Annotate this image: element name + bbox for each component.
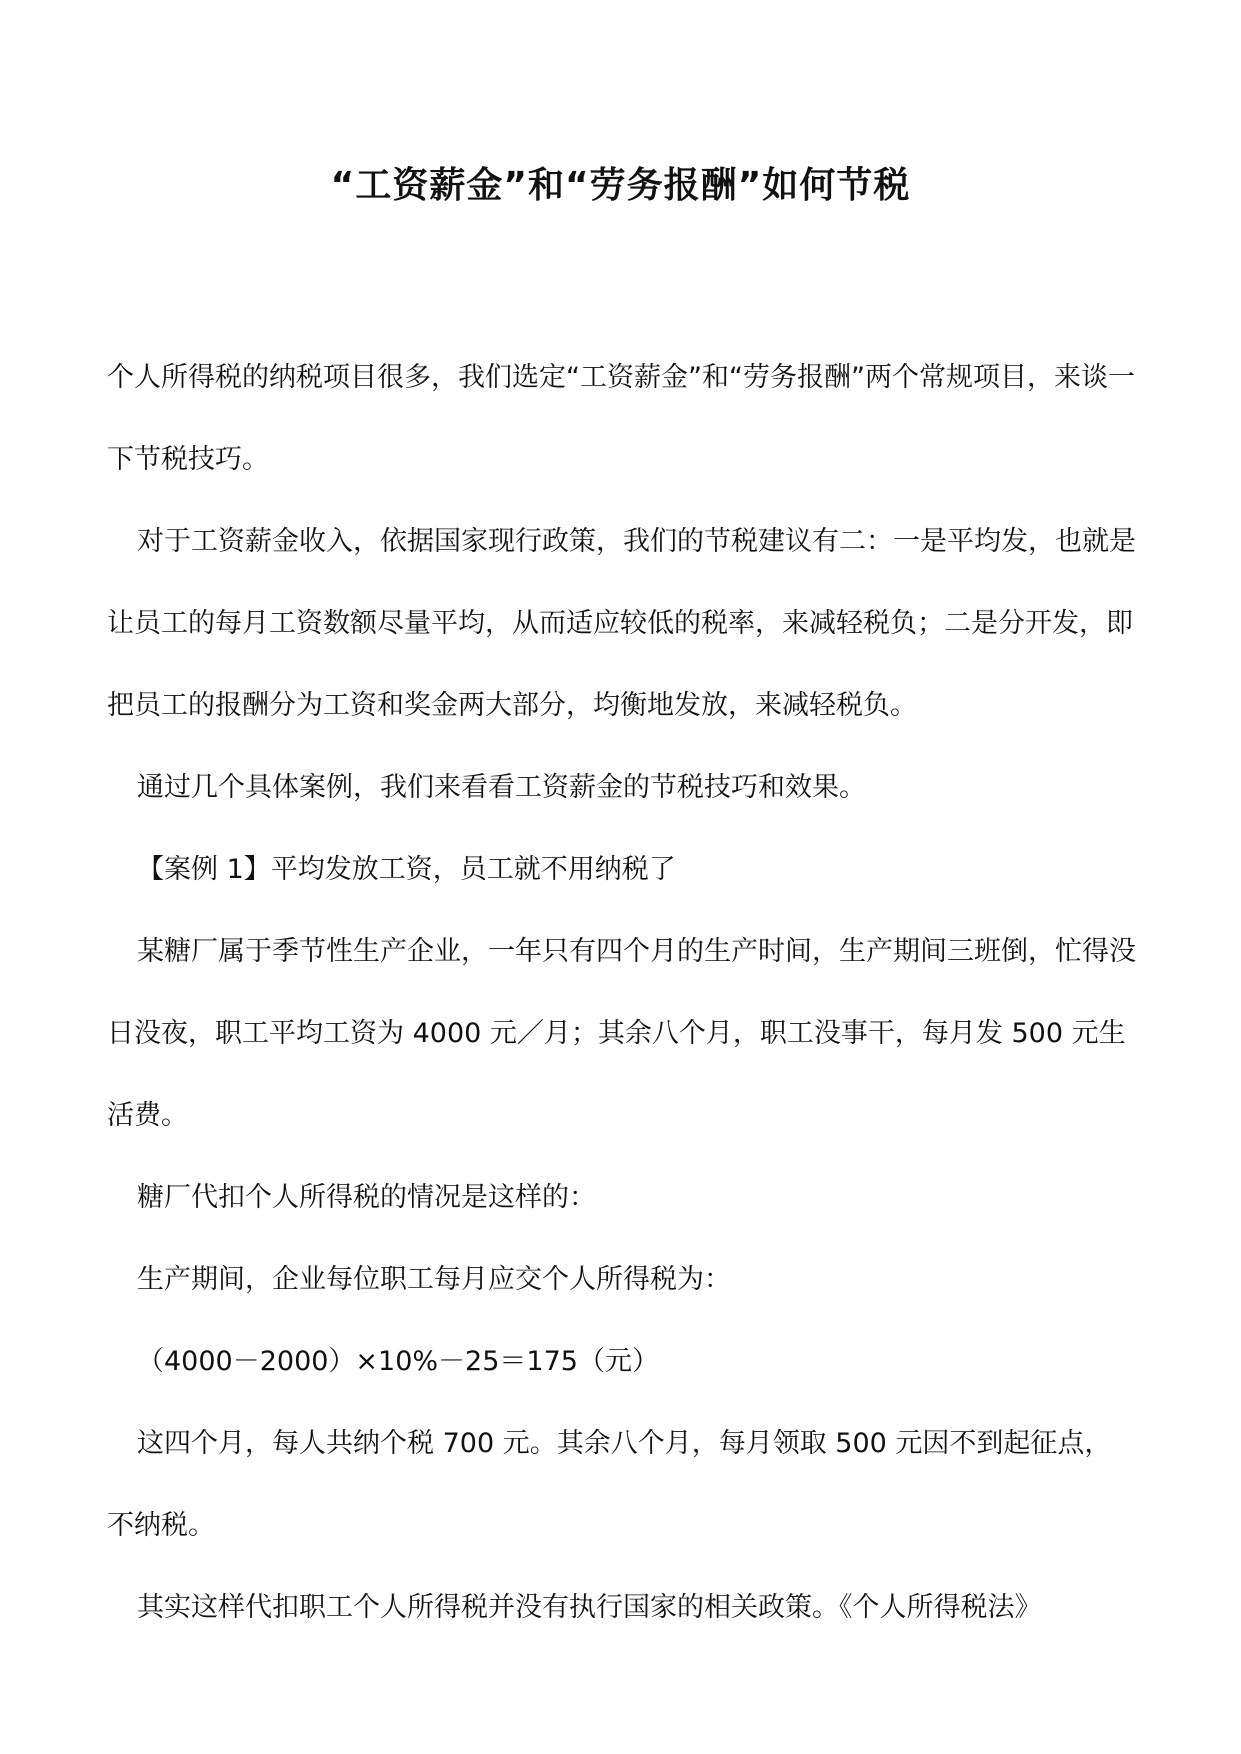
paragraph: 其实这样代扣职工个人所得税并没有执行国家的相关政策。《个人所得税法》 <box>137 1592 1042 1623</box>
document-title: “工资薪金”和“劳务报酬”如何节税 <box>330 165 911 206</box>
paragraph: 个人所得税的纳税项目很多，我们选定“工资薪金”和“劳务报酬”两个常规项目，来谈一下节税技巧。 <box>107 362 1135 475</box>
paragraph: 糖厂代扣个人所得税的情况是这样的： <box>137 1182 596 1213</box>
document-body <box>107 337 1137 1649</box>
paragraph: 对于工资薪金收入，依据国家现行政策，我们的节税建议有二：一是平均发，也就是让员工的每月工资数额尽量平均，从而适应较低的税率，来减轻税负；二是分开发，即把员工的报酬分为工资和奖金两大部分，均衡地发放，来减轻税负。 <box>107 526 1136 721</box>
paragraph: 通过几个具体案例，我们来看看工资薪金的节税技巧和效果。 <box>137 772 866 803</box>
case-heading: 【案例 1】平均发放工资，员工就不用纳税了 <box>137 854 676 885</box>
paragraph: 生产期间，企业每位职工每月应交个人所得税为： <box>137 1264 731 1295</box>
paragraph: 某糖厂属于季节性生产企业，一年只有四个月的生产时间，生产期间三班倒，忙得没日没夜，职工平均工资为 4000 元／月；其余八个月，职工没事干，每月发 500 元生活费。 <box>107 936 1136 1131</box>
paragraph: 这四个月，每人共纳个税 700 元。其余八个月，每月领取 500 元因不到起征点，不纳税。 <box>107 1428 1112 1541</box>
formula-line: （4000－2000）×10%－25＝175（元） <box>137 1346 659 1377</box>
